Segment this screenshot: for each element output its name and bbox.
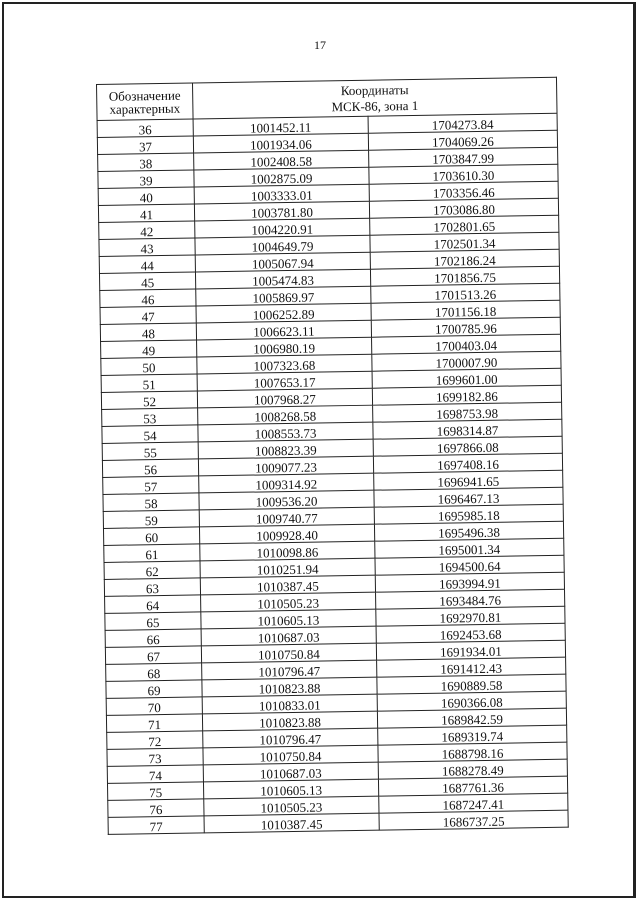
coord-x-cell: 1004649.79 [195, 235, 370, 255]
point-id-cell: 70 [106, 697, 202, 716]
coord-y-cell: 1697866.08 [373, 436, 562, 456]
point-id-cell: 62 [104, 561, 200, 580]
coord-x-cell: 1008268.58 [198, 405, 373, 425]
coord-x-cell: 1010505.23 [201, 592, 376, 612]
coord-x-cell: 1009928.40 [199, 524, 374, 544]
point-id-cell: 38 [98, 153, 194, 172]
coord-x-cell: 1010387.45 [204, 813, 379, 833]
coord-y-cell: 1701156.18 [371, 300, 560, 320]
coord-y-cell: 1704273.84 [368, 113, 557, 133]
coord-y-cell: 1698753.98 [373, 402, 562, 422]
table-body [97, 113, 568, 834]
point-id-cell: 66 [105, 629, 201, 648]
coord-y-cell: 1696941.65 [374, 470, 563, 490]
coord-x-cell: 1007653.17 [197, 371, 372, 391]
point-id-cell: 64 [105, 595, 201, 614]
point-id-cell: 55 [102, 442, 198, 461]
coord-y-cell: 1700007.90 [372, 351, 561, 371]
point-id-cell: 67 [105, 646, 201, 665]
coord-x-cell: 1010687.03 [201, 626, 376, 646]
point-id-cell: 43 [99, 238, 195, 257]
coord-y-cell: 1695001.34 [375, 538, 564, 558]
point-id-cell: 76 [108, 799, 204, 818]
coord-y-cell: 1687761.36 [378, 776, 567, 796]
point-id-cell: 72 [107, 731, 203, 750]
point-id-cell: 74 [107, 765, 203, 784]
point-id-cell: 40 [98, 187, 194, 206]
point-id-cell: 60 [103, 527, 199, 546]
coord-y-cell: 1689842.59 [377, 708, 566, 728]
point-id-cell: 47 [100, 306, 196, 325]
point-id-cell: 61 [104, 544, 200, 563]
point-id-cell: 53 [102, 408, 198, 427]
point-id-cell: 41 [98, 204, 194, 223]
coord-y-cell: 1690366.08 [377, 691, 566, 711]
header-coordinates [192, 77, 557, 119]
coord-y-cell: 1703847.99 [369, 147, 558, 167]
coord-y-cell: 1702501.34 [370, 232, 559, 252]
coord-x-cell: 1002408.58 [194, 150, 369, 170]
coord-y-cell: 1700785.96 [371, 317, 560, 337]
point-id-cell: 57 [103, 476, 199, 495]
coord-x-cell: 1009077.23 [198, 456, 373, 476]
coord-y-cell: 1690889.58 [377, 674, 566, 694]
header-coordinates-title: Координаты [340, 81, 409, 99]
coord-y-cell: 1700403.04 [372, 334, 561, 354]
coord-y-cell: 1696467.13 [374, 487, 563, 507]
coord-x-cell: 1010750.84 [201, 643, 376, 663]
coord-y-cell: 1693484.76 [376, 589, 565, 609]
coord-x-cell: 1005067.94 [195, 252, 370, 272]
coord-x-cell: 1001452.11 [193, 116, 368, 136]
point-id-cell: 65 [105, 612, 201, 631]
point-id-cell: 45 [99, 272, 195, 291]
point-id-cell: 44 [99, 255, 195, 274]
coord-y-cell: 1703610.30 [369, 164, 558, 184]
coord-x-cell: 1004220.91 [195, 218, 370, 238]
coord-y-cell: 1695496.38 [374, 521, 563, 541]
point-id-cell: 39 [98, 170, 194, 189]
coord-y-cell: 1694500.64 [375, 555, 564, 575]
coord-y-cell: 1702801.65 [370, 215, 559, 235]
coord-y-cell: 1693994.91 [375, 572, 564, 592]
coord-x-cell: 1010750.84 [203, 745, 378, 765]
coord-x-cell: 1010833.01 [202, 694, 377, 714]
coord-y-cell: 1691934.01 [376, 640, 565, 660]
coord-y-cell: 1689319.74 [378, 725, 567, 745]
coord-x-cell: 1006252.89 [196, 303, 371, 323]
point-id-cell: 77 [108, 816, 204, 835]
coord-x-cell: 1002875.09 [194, 167, 369, 187]
coord-x-cell: 1010605.13 [201, 609, 376, 629]
coord-y-cell: 1688798.16 [378, 742, 567, 762]
coord-x-cell: 1010796.47 [202, 660, 377, 680]
page-number: 17 [314, 38, 326, 52]
coord-x-cell: 1006980.19 [197, 337, 372, 357]
coord-y-cell: 1697408.16 [373, 453, 562, 473]
coord-x-cell: 1010387.45 [200, 575, 375, 595]
coord-x-cell: 1010823.88 [202, 711, 377, 731]
coord-x-cell: 1009740.77 [199, 507, 374, 527]
point-id-cell: 56 [102, 459, 198, 478]
coord-x-cell: 1005474.83 [195, 269, 370, 289]
coord-y-cell: 1699182.86 [372, 385, 561, 405]
coord-y-cell: 1701856.75 [370, 266, 559, 286]
coord-y-cell: 1692970.81 [376, 606, 565, 626]
coord-y-cell: 1688278.49 [378, 759, 567, 779]
coord-x-cell: 1010505.23 [204, 796, 379, 816]
coord-y-cell: 1687247.41 [379, 793, 568, 813]
point-id-cell: 49 [101, 340, 197, 359]
header-coordinate-system: МСК-86, зона 1 [331, 97, 419, 114]
point-id-cell: 73 [107, 748, 203, 767]
coord-y-cell: 1703356.46 [369, 181, 558, 201]
coord-x-cell: 1010605.13 [203, 779, 378, 799]
point-id-cell: 51 [101, 374, 197, 393]
coord-y-cell: 1702186.24 [370, 249, 559, 269]
coord-x-cell: 1005869.97 [196, 286, 371, 306]
coord-x-cell: 1008553.73 [198, 422, 373, 442]
coord-x-cell: 1007968.27 [197, 388, 372, 408]
header-point-designation: Обозначение характерных [97, 83, 194, 121]
point-id-cell: 46 [100, 289, 196, 308]
coord-x-cell: 1010823.88 [202, 677, 377, 697]
coord-x-cell: 1009536.20 [199, 490, 374, 510]
coord-y-cell: 1701513.26 [371, 283, 560, 303]
point-id-cell: 52 [101, 391, 197, 410]
point-id-cell: 37 [97, 136, 193, 155]
point-id-cell: 58 [103, 493, 199, 512]
coord-x-cell: 1010251.94 [200, 558, 375, 578]
point-id-cell: 50 [101, 357, 197, 376]
point-id-cell: 69 [106, 680, 202, 699]
coord-y-cell: 1703086.80 [369, 198, 558, 218]
coord-x-cell: 1010687.03 [203, 762, 378, 782]
point-id-cell: 42 [99, 221, 195, 240]
point-id-cell: 75 [107, 782, 203, 801]
coord-x-cell: 1006623.11 [196, 320, 371, 340]
point-id-cell: 48 [100, 323, 196, 342]
point-id-cell: 71 [106, 714, 202, 733]
point-id-cell: 54 [102, 425, 198, 444]
coord-y-cell: 1695985.18 [374, 504, 563, 524]
point-id-cell: 63 [104, 578, 200, 597]
coord-y-cell: 1704069.26 [368, 130, 557, 150]
coord-y-cell: 1698314.87 [373, 419, 562, 439]
coord-x-cell: 1003781.80 [194, 201, 369, 221]
coord-y-cell: 1691412.43 [377, 657, 566, 677]
point-id-cell: 68 [106, 663, 202, 682]
point-id-cell: 59 [103, 510, 199, 529]
point-id-cell: 36 [97, 119, 193, 138]
coord-x-cell: 1010098.86 [200, 541, 375, 561]
coord-y-cell: 1692453.68 [376, 623, 565, 643]
coord-y-cell: 1686737.25 [379, 810, 568, 830]
coord-x-cell: 1010796.47 [203, 728, 378, 748]
coord-x-cell: 1008823.39 [198, 439, 373, 459]
coord-x-cell: 1007323.68 [197, 354, 372, 374]
coord-x-cell: 1009314.92 [199, 473, 374, 493]
coord-y-cell: 1699601.00 [372, 368, 561, 388]
coordinates-table [96, 77, 569, 835]
coord-x-cell: 1003333.01 [194, 184, 369, 204]
coord-x-cell: 1001934.06 [193, 133, 368, 153]
